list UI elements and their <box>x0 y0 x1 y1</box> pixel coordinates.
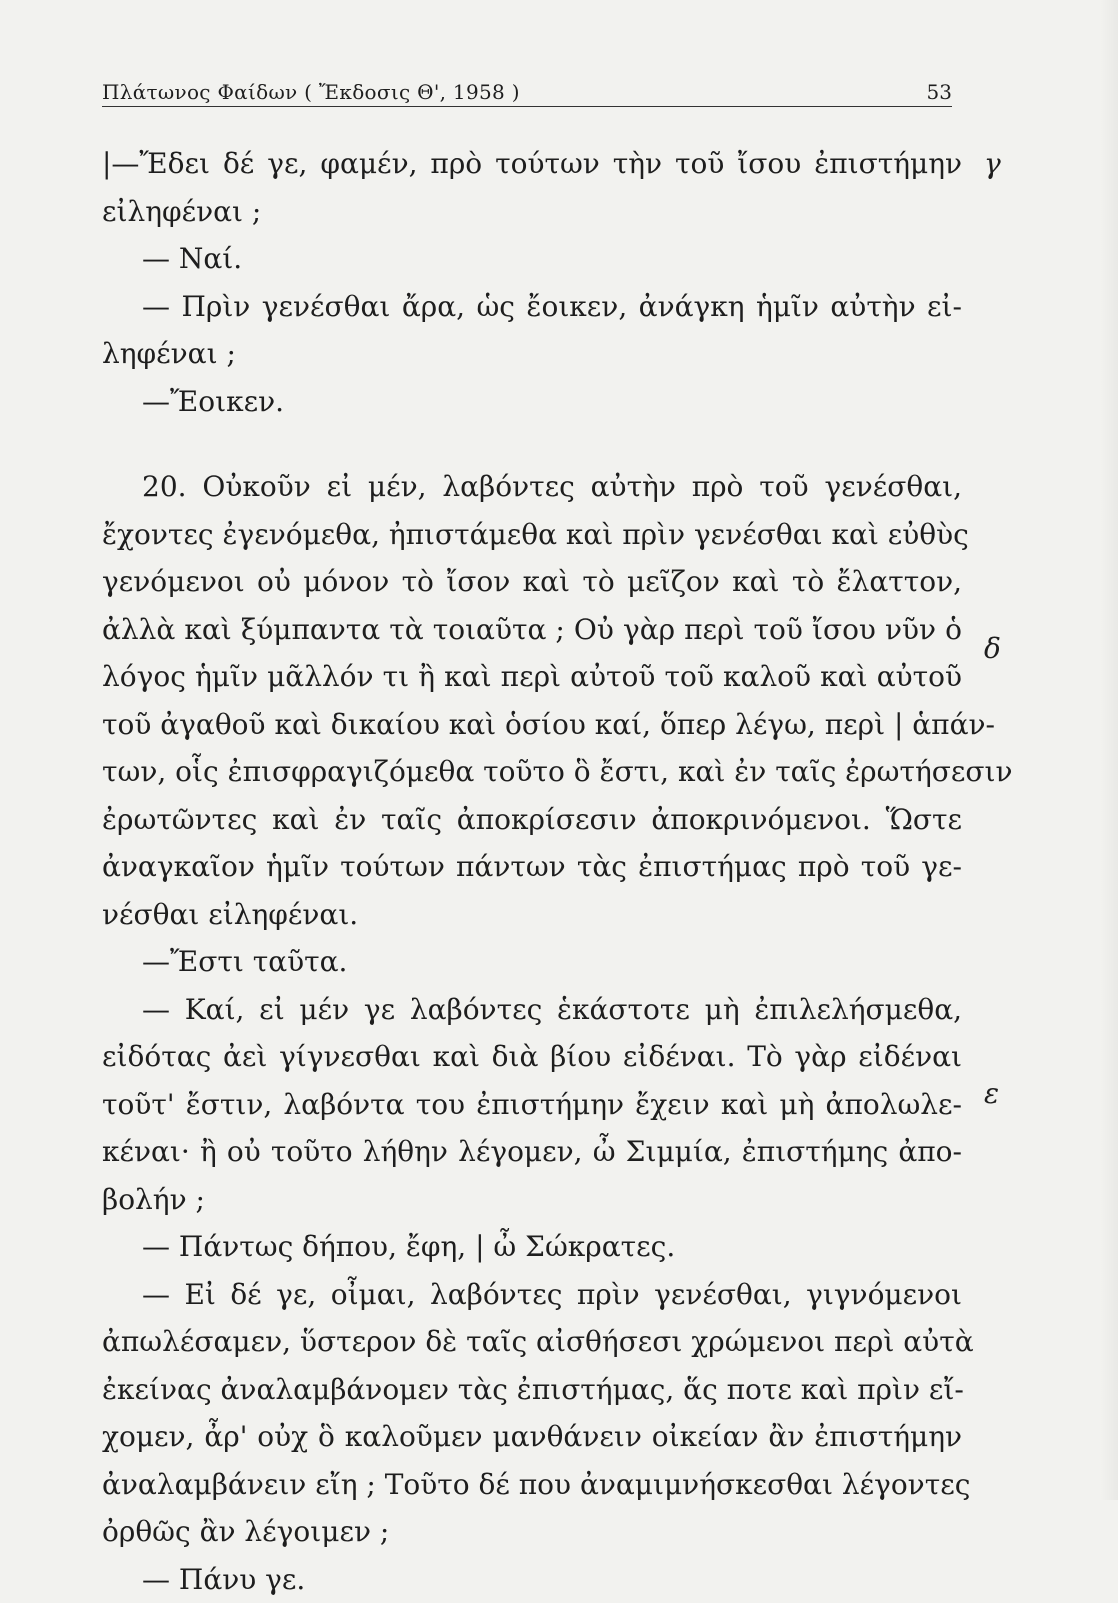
text-line: 20. Οὐκοῦν εἰ μέν, λαβόντες αὐτὴν πρὸ τοῦ γενέσθαι, <box>102 463 962 511</box>
margin-letter-epsilon: ε <box>984 1070 999 1118</box>
margin-letter-delta: δ <box>984 625 1001 673</box>
text-line: κέναι· ἢ οὐ τοῦτο λήθην λέγομεν, ὦ Σιμμία, ἐπιστήμης ἀπο- <box>102 1128 962 1176</box>
text-line: χομεν, ἆρ' οὐχ ὃ καλοῦμεν μανθάνειν οἰκείαν ἂν ἐπιστήμην <box>102 1413 962 1461</box>
text-line: ληφέναι ; <box>102 330 962 378</box>
text-line: εἰληφέναι ; <box>102 188 962 236</box>
text-line: ὀρθῶς ἂν λέγοιμεν ; <box>102 1508 962 1556</box>
body-text <box>102 140 962 1603</box>
text-line: ἀλλὰ καὶ ξύμπαντα τὰ τοιαῦτα ; Οὐ γὰρ περὶ τοῦ ἴσου νῦν ὁ <box>102 606 962 654</box>
text-line: — Καί, εἰ μέν γε λαβόντες ἑκάστοτε μὴ ἐπιλελήσμεθα, <box>102 986 962 1034</box>
running-header <box>102 78 952 107</box>
text-line: — Εἰ δέ γε, οἶμαι, λαβόντες πρὶν γενέσθαι, γιγνόμενοι <box>102 1271 962 1319</box>
text-line: —Ἔοικεν. <box>102 378 962 426</box>
text-line: λόγος ἡμῖν μᾶλλόν τι ἢ καὶ περὶ αὐτοῦ τοῦ καλοῦ καὶ αὐτοῦ <box>102 653 962 701</box>
text-line: ἐρωτῶντες καὶ ἐν ταῖς ἀποκρίσεσιν ἀποκρινόμενοι. Ὥστε <box>102 796 962 844</box>
text-line: των, οἷς ἐπισφραγιζόμεθα τοῦτο ὃ ἔστι, καὶ ἐν ταῖς ἐρωτήσεσιν <box>102 748 962 796</box>
text-line: τοῦ ἀγαθοῦ καὶ δικαίου καὶ ὁσίου καί, ὅπερ λέγω, περὶ | ἁπάν- <box>102 701 962 749</box>
text-line: — Πάνυ γε. <box>102 1556 962 1603</box>
text-line: ἔχοντες ἐγενόμεθα, ἠπιστάμεθα καὶ πρὶν γενέσθαι καὶ εὐθὺς <box>102 511 962 559</box>
text-line: βολήν ; <box>102 1176 962 1224</box>
text-line: — Ναί. <box>102 235 962 283</box>
text-line: ἐκείνας ἀναλαμβάνομεν τὰς ἐπιστήμας, ἅς ποτε καὶ πρὶν εἴ- <box>102 1366 962 1414</box>
text-line: — Πρὶν γενέσθαι ἄρα, ὡς ἔοικεν, ἀνάγκη ἡμῖν αὐτὴν εἰ- <box>102 283 962 331</box>
text-line: τοῦτ' ἔστιν, λαβόντα του ἐπιστήμην ἔχειν καὶ μὴ ἀπολωλε- <box>102 1081 962 1129</box>
text-line: ἀπωλέσαμεν, ὕστερον δὲ ταῖς αἰσθήσεσι χρώμενοι περὶ αὐτὰ <box>102 1318 962 1366</box>
header-title: Πλάτωνος Φαίδων ( Ἔκδοσις Θ', 1958 ) <box>102 80 520 104</box>
text-line: γενόμενοι οὐ μόνον τὸ ἴσον καὶ τὸ μεῖζον καὶ τὸ ἔλαττον, <box>102 558 962 606</box>
text-line: — Πάντως δήπου, ἔφη, | ὦ Σώκρατες. <box>102 1223 962 1271</box>
text-line: ἀναλαμβάνειν εἴη ; Τοῦτο δέ που ἀναμιμνήσκεσθαι λέγοντες <box>102 1461 962 1509</box>
text-line: |—Ἔδει δέ γε, φαμέν, πρὸ τούτων τὴν τοῦ ἴσου ἐπιστήμην <box>102 140 962 188</box>
page-edge-shadow <box>1100 0 1118 1500</box>
margin-letter-gamma: γ <box>984 140 1001 188</box>
text-line: εἰδότας ἀεὶ γίγνεσθαι καὶ διὰ βίου εἰδέναι. Τὸ γὰρ εἰδέναι <box>102 1033 962 1081</box>
text-line: νέσθαι εἰληφέναι. <box>102 891 962 939</box>
text-line: ἀναγκαῖον ἡμῖν τούτων πάντων τὰς ἐπιστήμας πρὸ τοῦ γε- <box>102 843 962 891</box>
text-line: —Ἔστι ταῦτα. <box>102 938 962 986</box>
page-number: 53 <box>927 80 952 104</box>
